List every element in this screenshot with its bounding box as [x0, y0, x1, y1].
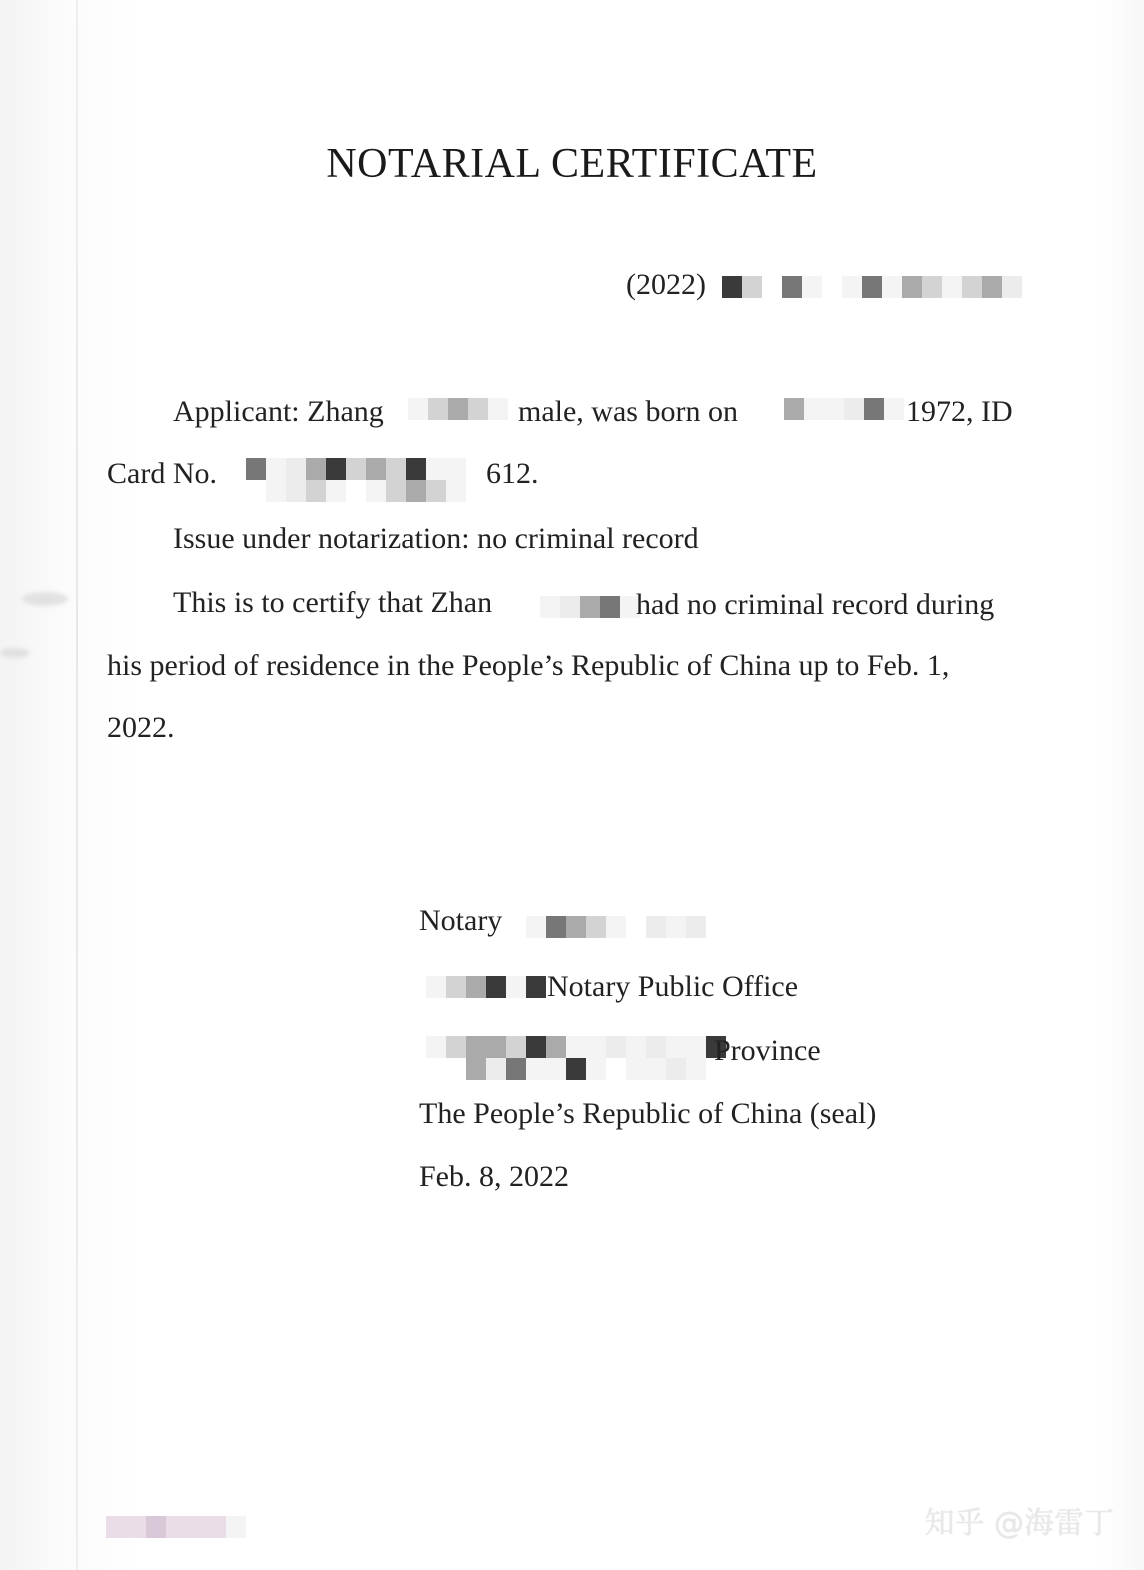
country-seal-line: The People’s Republic of China (seal) — [419, 1097, 877, 1130]
page-smudge — [0, 648, 30, 658]
certify-line-2: his period of residence in the People’s Republic of China up to Feb. 1, — [107, 649, 950, 682]
signature-date: Feb. 8, 2022 — [419, 1160, 569, 1193]
redacted-applicant-name — [408, 398, 508, 420]
certify-line-1-start: This is to certify that Zhan — [173, 586, 493, 619]
certify-line-3: 2022. — [107, 711, 175, 744]
id-card-label: Card No. — [107, 457, 217, 490]
notary-public-office: Notary Public Office — [547, 970, 799, 1003]
applicant-gender-birth: male, was born on — [518, 395, 738, 428]
redacted-id-number — [226, 458, 494, 498]
issue-under-notarization: Issue under notarization: no criminal record — [173, 522, 699, 555]
id-number-suffix: 612. — [486, 457, 539, 490]
redacted-reference-number — [722, 276, 1022, 298]
redacted-birth-date — [784, 398, 904, 420]
redacted-notary-name — [526, 916, 706, 938]
redacted-certify-name — [540, 596, 640, 618]
province-label: Province — [714, 1034, 821, 1067]
applicant-birth-year-id: 1972, ID — [906, 395, 1013, 428]
certify-line-1-end: had no criminal record during — [636, 588, 995, 621]
applicant-label: Applicant: Zhang — [173, 395, 384, 428]
page-smudge — [22, 592, 68, 606]
source-watermark: 知乎 @海雷丁 — [924, 1506, 1114, 1541]
paper-edge — [76, 0, 78, 1570]
redacted-footer-mark — [106, 1516, 246, 1538]
certificate-title: NOTARIAL CERTIFICATE — [326, 141, 818, 187]
notary-label: Notary — [419, 904, 503, 937]
reference-prefix: (2022) — [626, 268, 706, 301]
redacted-office-name — [426, 976, 546, 998]
redacted-city-province — [426, 1036, 726, 1070]
